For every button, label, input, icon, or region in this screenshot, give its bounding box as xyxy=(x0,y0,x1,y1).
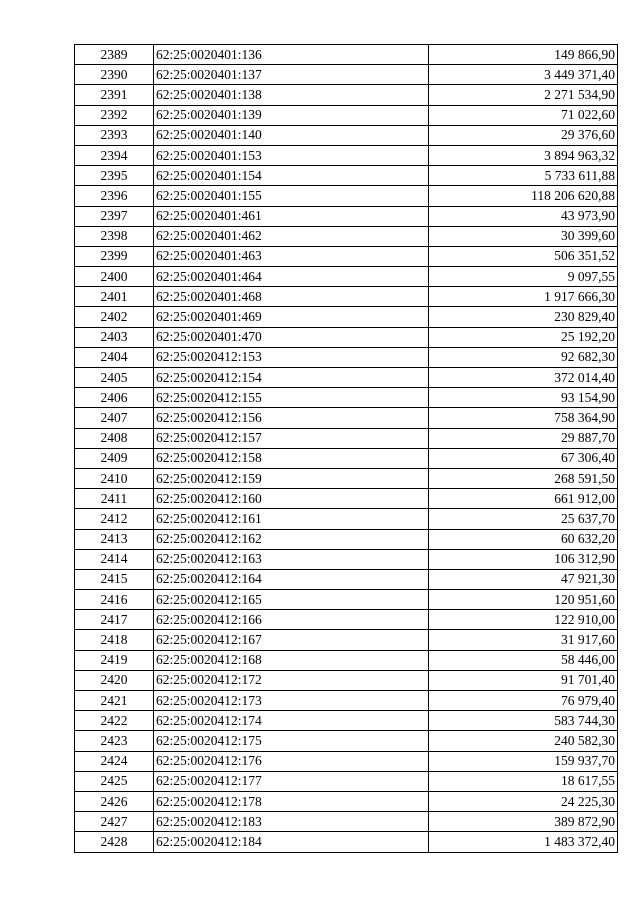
cadastral-value-cell: 93 154,90 xyxy=(429,388,618,408)
cadastral-value-cell: 2 271 534,90 xyxy=(429,85,618,105)
cadastral-number-cell: 62:25:0020412:160 xyxy=(154,489,429,509)
cadastral-number-cell: 62:25:0020412:156 xyxy=(154,408,429,428)
table-row xyxy=(75,590,618,610)
cadastral-value-cell: 91 701,40 xyxy=(429,670,618,690)
cadastral-number-cell: 62:25:0020412:159 xyxy=(154,468,429,488)
row-number-cell: 2421 xyxy=(75,691,154,711)
row-number-cell: 2405 xyxy=(75,368,154,388)
cadastral-value-cell: 122 910,00 xyxy=(429,610,618,630)
table-row xyxy=(75,448,618,468)
table-body xyxy=(75,45,618,853)
cadastral-number-cell: 62:25:0020401:461 xyxy=(154,206,429,226)
table-row xyxy=(75,791,618,811)
row-number-cell: 2411 xyxy=(75,489,154,509)
table-row xyxy=(75,347,618,367)
cadastral-value-cell: 47 921,30 xyxy=(429,569,618,589)
row-number-cell: 2399 xyxy=(75,246,154,266)
table-row xyxy=(75,125,618,145)
cadastral-number-cell: 62:25:0020401:469 xyxy=(154,307,429,327)
cadastral-value-cell: 583 744,30 xyxy=(429,711,618,731)
row-number-cell: 2420 xyxy=(75,670,154,690)
table-row xyxy=(75,246,618,266)
cadastral-value-cell: 758 364,90 xyxy=(429,408,618,428)
cadastral-value-cell: 29 376,60 xyxy=(429,125,618,145)
cadastral-number-cell: 62:25:0020412:177 xyxy=(154,771,429,791)
cadastral-value-cell: 71 022,60 xyxy=(429,105,618,125)
table-row xyxy=(75,610,618,630)
table-row xyxy=(75,85,618,105)
cadastral-number-cell: 62:25:0020412:184 xyxy=(154,832,429,852)
table-row xyxy=(75,630,618,650)
row-number-cell: 2410 xyxy=(75,468,154,488)
row-number-cell: 2401 xyxy=(75,287,154,307)
table-row xyxy=(75,529,618,549)
cadastral-value-table xyxy=(74,44,618,853)
row-number-cell: 2426 xyxy=(75,791,154,811)
table-row xyxy=(75,549,618,569)
row-number-cell: 2394 xyxy=(75,145,154,165)
cadastral-value-cell: 240 582,30 xyxy=(429,731,618,751)
cadastral-value-cell: 24 225,30 xyxy=(429,791,618,811)
row-number-cell: 2417 xyxy=(75,610,154,630)
cadastral-number-cell: 62:25:0020412:158 xyxy=(154,448,429,468)
cadastral-number-cell: 62:25:0020412:164 xyxy=(154,569,429,589)
row-number-cell: 2407 xyxy=(75,408,154,428)
cadastral-number-cell: 62:25:0020401:140 xyxy=(154,125,429,145)
cadastral-value-cell: 230 829,40 xyxy=(429,307,618,327)
cadastral-number-cell: 62:25:0020412:165 xyxy=(154,590,429,610)
row-number-cell: 2403 xyxy=(75,327,154,347)
cadastral-value-cell: 30 399,60 xyxy=(429,226,618,246)
row-number-cell: 2400 xyxy=(75,267,154,287)
cadastral-number-cell: 62:25:0020412:154 xyxy=(154,368,429,388)
cadastral-number-cell: 62:25:0020401:464 xyxy=(154,267,429,287)
cadastral-value-cell: 372 014,40 xyxy=(429,368,618,388)
table-row xyxy=(75,226,618,246)
cadastral-value-cell: 5 733 611,88 xyxy=(429,166,618,186)
cadastral-number-cell: 62:25:0020412:163 xyxy=(154,549,429,569)
row-number-cell: 2398 xyxy=(75,226,154,246)
cadastral-value-cell: 268 591,50 xyxy=(429,468,618,488)
cadastral-value-cell: 25 192,20 xyxy=(429,327,618,347)
row-number-cell: 2389 xyxy=(75,45,154,65)
table-row xyxy=(75,307,618,327)
table-row xyxy=(75,368,618,388)
table-row xyxy=(75,105,618,125)
cadastral-value-cell: 3 894 963,32 xyxy=(429,145,618,165)
cadastral-number-cell: 62:25:0020412:161 xyxy=(154,509,429,529)
cadastral-number-cell: 62:25:0020401:470 xyxy=(154,327,429,347)
cadastral-number-cell: 62:25:0020401:136 xyxy=(154,45,429,65)
table-row xyxy=(75,771,618,791)
row-number-cell: 2393 xyxy=(75,125,154,145)
row-number-cell: 2422 xyxy=(75,711,154,731)
table-row xyxy=(75,408,618,428)
cadastral-number-cell: 62:25:0020412:176 xyxy=(154,751,429,771)
table-row xyxy=(75,388,618,408)
cadastral-value-cell: 3 449 371,40 xyxy=(429,65,618,85)
table-row xyxy=(75,489,618,509)
cadastral-number-cell: 62:25:0020401:462 xyxy=(154,226,429,246)
cadastral-value-cell: 18 617,55 xyxy=(429,771,618,791)
table-row xyxy=(75,751,618,771)
cadastral-value-cell: 389 872,90 xyxy=(429,812,618,832)
row-number-cell: 2423 xyxy=(75,731,154,751)
cadastral-value-cell: 661 912,00 xyxy=(429,489,618,509)
table-row xyxy=(75,267,618,287)
cadastral-value-cell: 1 917 666,30 xyxy=(429,287,618,307)
cadastral-number-cell: 62:25:0020412:168 xyxy=(154,650,429,670)
cadastral-number-cell: 62:25:0020412:153 xyxy=(154,347,429,367)
cadastral-value-cell: 159 937,70 xyxy=(429,751,618,771)
cadastral-number-cell: 62:25:0020401:154 xyxy=(154,166,429,186)
table-row xyxy=(75,206,618,226)
row-number-cell: 2415 xyxy=(75,569,154,589)
table-row xyxy=(75,812,618,832)
table-row xyxy=(75,186,618,206)
cadastral-number-cell: 62:25:0020401:153 xyxy=(154,145,429,165)
row-number-cell: 2419 xyxy=(75,650,154,670)
cadastral-value-cell: 58 446,00 xyxy=(429,650,618,670)
table-row xyxy=(75,711,618,731)
cadastral-value-cell: 106 312,90 xyxy=(429,549,618,569)
row-number-cell: 2409 xyxy=(75,448,154,468)
row-number-cell: 2414 xyxy=(75,549,154,569)
table-row xyxy=(75,509,618,529)
row-number-cell: 2416 xyxy=(75,590,154,610)
row-number-cell: 2406 xyxy=(75,388,154,408)
row-number-cell: 2404 xyxy=(75,347,154,367)
table-row xyxy=(75,691,618,711)
cadastral-number-cell: 62:25:0020401:138 xyxy=(154,85,429,105)
table-row xyxy=(75,832,618,852)
cadastral-value-cell: 92 682,30 xyxy=(429,347,618,367)
row-number-cell: 2397 xyxy=(75,206,154,226)
table-row xyxy=(75,569,618,589)
cadastral-number-cell: 62:25:0020412:162 xyxy=(154,529,429,549)
table-row xyxy=(75,327,618,347)
table-row xyxy=(75,428,618,448)
cadastral-number-cell: 62:25:0020412:167 xyxy=(154,630,429,650)
row-number-cell: 2396 xyxy=(75,186,154,206)
table-row xyxy=(75,731,618,751)
cadastral-value-cell: 67 306,40 xyxy=(429,448,618,468)
cadastral-value-cell: 149 866,90 xyxy=(429,45,618,65)
table-row xyxy=(75,287,618,307)
row-number-cell: 2427 xyxy=(75,812,154,832)
cadastral-number-cell: 62:25:0020412:174 xyxy=(154,711,429,731)
cadastral-value-cell: 25 637,70 xyxy=(429,509,618,529)
table-row xyxy=(75,166,618,186)
cadastral-number-cell: 62:25:0020412:172 xyxy=(154,670,429,690)
cadastral-value-cell: 118 206 620,88 xyxy=(429,186,618,206)
row-number-cell: 2392 xyxy=(75,105,154,125)
cadastral-number-cell: 62:25:0020401:137 xyxy=(154,65,429,85)
row-number-cell: 2425 xyxy=(75,771,154,791)
cadastral-number-cell: 62:25:0020401:463 xyxy=(154,246,429,266)
cadastral-number-cell: 62:25:0020401:139 xyxy=(154,105,429,125)
table-row xyxy=(75,650,618,670)
row-number-cell: 2428 xyxy=(75,832,154,852)
cadastral-number-cell: 62:25:0020412:175 xyxy=(154,731,429,751)
cadastral-number-cell: 62:25:0020401:155 xyxy=(154,186,429,206)
cadastral-number-cell: 62:25:0020412:183 xyxy=(154,812,429,832)
cadastral-number-cell: 62:25:0020412:173 xyxy=(154,691,429,711)
row-number-cell: 2390 xyxy=(75,65,154,85)
cadastral-number-cell: 62:25:0020412:166 xyxy=(154,610,429,630)
cadastral-value-cell: 60 632,20 xyxy=(429,529,618,549)
row-number-cell: 2391 xyxy=(75,85,154,105)
row-number-cell: 2418 xyxy=(75,630,154,650)
cadastral-value-cell: 76 979,40 xyxy=(429,691,618,711)
table-row xyxy=(75,145,618,165)
cadastral-value-cell: 506 351,52 xyxy=(429,246,618,266)
row-number-cell: 2395 xyxy=(75,166,154,186)
row-number-cell: 2412 xyxy=(75,509,154,529)
row-number-cell: 2424 xyxy=(75,751,154,771)
row-number-cell: 2413 xyxy=(75,529,154,549)
cadastral-number-cell: 62:25:0020412:178 xyxy=(154,791,429,811)
cadastral-value-cell: 29 887,70 xyxy=(429,428,618,448)
table-row xyxy=(75,45,618,65)
cadastral-value-cell: 9 097,55 xyxy=(429,267,618,287)
table-row xyxy=(75,670,618,690)
cadastral-value-cell: 1 483 372,40 xyxy=(429,832,618,852)
table-row xyxy=(75,468,618,488)
row-number-cell: 2402 xyxy=(75,307,154,327)
cadastral-number-cell: 62:25:0020412:155 xyxy=(154,388,429,408)
table-row xyxy=(75,65,618,85)
cadastral-number-cell: 62:25:0020401:468 xyxy=(154,287,429,307)
row-number-cell: 2408 xyxy=(75,428,154,448)
cadastral-number-cell: 62:25:0020412:157 xyxy=(154,428,429,448)
cadastral-value-cell: 43 973,90 xyxy=(429,206,618,226)
cadastral-value-cell: 120 951,60 xyxy=(429,590,618,610)
cadastral-value-cell: 31 917,60 xyxy=(429,630,618,650)
